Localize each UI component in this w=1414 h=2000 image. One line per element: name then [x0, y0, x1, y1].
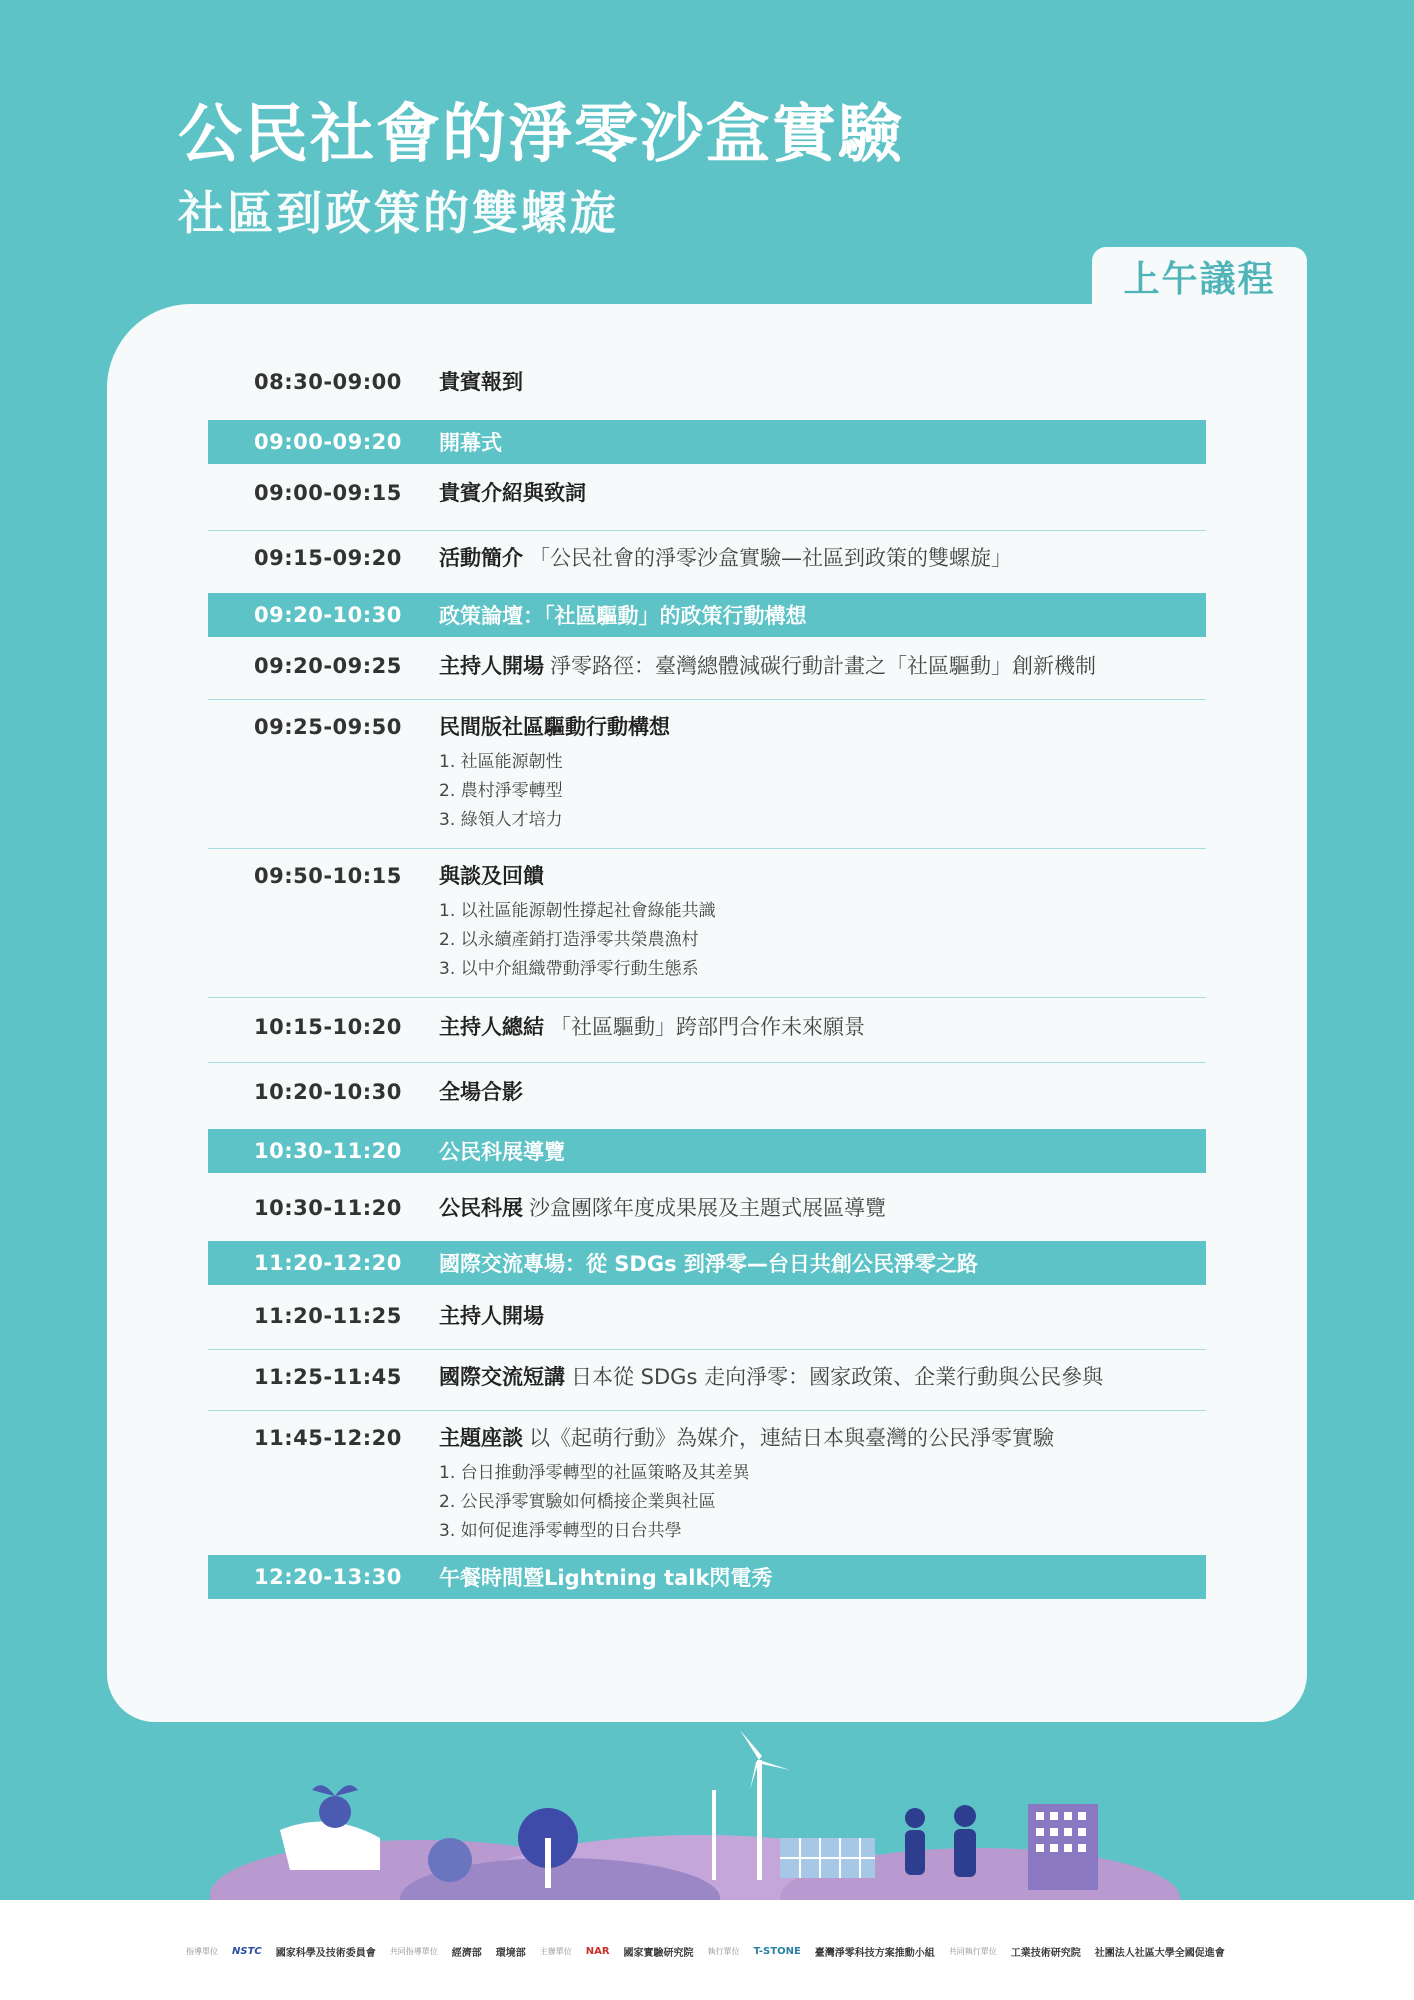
section-label: 公民科展導覽: [439, 1140, 565, 1164]
agenda-row: [208, 700, 1206, 849]
agenda-label: 活動簡介: [439, 546, 523, 570]
sponsor-name: 國家實驗研究院: [623, 1947, 694, 1959]
section-time: 12:20-13:30: [254, 1565, 402, 1589]
sponsor-name: 社團法人社區大學全國促進會: [1094, 1947, 1225, 1959]
agenda-row: [208, 357, 1206, 407]
section-time: 10:30-11:20: [254, 1139, 402, 1163]
agenda-section: [208, 1241, 1206, 1285]
agenda-subitem: 2. 以永續產銷打造淨零共榮農漁村: [439, 930, 699, 950]
sponsor-role: 主辦單位: [539, 1946, 572, 1956]
hand-plant-icon: [280, 1785, 380, 1870]
agenda-desc: 以《起萌行動》為媒介，連結日本與臺灣的公民淨零實驗: [529, 1426, 1054, 1450]
agenda-list: [208, 357, 1206, 1599]
agenda-label: 全場合影: [439, 1080, 523, 1104]
sponsor-name: 國家科學及技術委員會: [275, 1947, 376, 1959]
agenda-desc: 「社區驅動」跨部門合作未來願景: [550, 1015, 865, 1039]
agenda-row: [208, 464, 1206, 531]
sponsor-role: 共同指導單位: [389, 1946, 438, 1956]
agenda-section: [208, 1129, 1206, 1173]
section-time: 11:20-12:20: [254, 1251, 402, 1275]
agenda-time: 10:20-10:30: [254, 1080, 402, 1104]
agenda-section: [208, 593, 1206, 637]
agenda-label: 貴賓報到: [439, 370, 523, 394]
agenda-row: [208, 998, 1206, 1063]
sponsor-role: 共同執行單位: [948, 1946, 997, 1956]
building-icon: [1028, 1804, 1098, 1890]
agenda-label: 民間版社區驅動行動構想: [439, 715, 670, 739]
agenda-time: 10:15-10:20: [254, 1015, 402, 1039]
agenda-time: 08:30-09:00: [254, 370, 402, 394]
section-label: 政策論壇：「社區驅動」的政策行動構想: [439, 604, 807, 628]
morning-agenda-tab: 上午議程: [1092, 247, 1307, 327]
agenda-subitem: 3. 如何促進淨零轉型的日台共學: [439, 1521, 682, 1541]
agenda-label: 貴賓介紹與致詞: [439, 481, 586, 505]
nstc-logo: NSTC: [232, 1945, 262, 1957]
section-label: 國際交流專場：從 SDGs 到淨零—台日共創公民淨零之路: [439, 1252, 978, 1276]
agenda-time: 11:45-12:20: [254, 1426, 402, 1450]
agenda-row: [208, 1063, 1206, 1129]
agenda-time: 09:20-09:25: [254, 654, 402, 678]
agenda-desc: 淨零路徑：臺灣總體減碳行動計畫之「社區驅動」創新機制: [550, 654, 1096, 678]
agenda-row: [208, 1411, 1206, 1555]
agenda-subitem: 1. 以社區能源韌性撐起社會綠能共識: [439, 901, 716, 921]
agenda-row: [208, 1285, 1206, 1350]
sponsor-list: [186, 1940, 1236, 1962]
agenda-subitem: 2. 農村淨零轉型: [439, 781, 563, 801]
agenda-label: 主持人總結: [439, 1015, 544, 1039]
agenda-label: 國際交流短講: [439, 1365, 565, 1389]
sponsor-name: 臺灣淨零科技方案推動小組: [814, 1947, 935, 1959]
agenda-subitem: 1. 台日推動淨零轉型的社區策略及其差異: [439, 1463, 750, 1483]
agenda-row: [208, 531, 1206, 593]
agenda-time: 09:50-10:15: [254, 864, 402, 888]
agenda-section: [208, 420, 1206, 464]
agenda-subitem: 1. 社區能源韌性: [439, 752, 563, 772]
page-subtitle: 社區到政策的雙螺旋: [178, 186, 619, 240]
agenda-time: 09:00-09:15: [254, 481, 402, 505]
agenda-desc: 日本從 SDGs 走向淨零：國家政策、企業行動與公民參與: [571, 1365, 1104, 1389]
agenda-desc: 沙盒團隊年度成果展及主題式展區導覽: [529, 1196, 886, 1220]
page-title: 公民社會的淨零沙盒實驗: [178, 98, 904, 172]
tstone-logo: T-STONE: [753, 1945, 801, 1957]
sponsor-role: 執行單位: [707, 1946, 740, 1956]
agenda-label: 公民科展: [439, 1196, 523, 1220]
sponsor-name: 經濟部: [451, 1947, 482, 1959]
agenda-label: 主持人開場: [439, 1304, 544, 1328]
sponsor-role: 指導單位: [186, 1946, 218, 1956]
agenda-section: [208, 1555, 1206, 1599]
section-label: 午餐時間暨Lightning talk閃電秀: [439, 1566, 773, 1590]
agenda-label: 與談及回饋: [439, 864, 544, 888]
sponsor-name: 工業技術研究院: [1010, 1947, 1081, 1959]
section-label: 開幕式: [439, 431, 502, 455]
agenda-subitem: 2. 公民淨零實驗如何橋接企業與社區: [439, 1492, 716, 1512]
agenda-desc: 「公民社會的淨零沙盒實驗—社區到政策的雙螺旋」: [529, 546, 1012, 570]
agenda-row: [208, 637, 1206, 700]
agenda-row: [208, 849, 1206, 998]
community-illustration: [0, 1720, 1414, 1900]
agenda-time: 11:25-11:45: [254, 1365, 402, 1389]
sponsor-name: 環境部: [495, 1947, 526, 1959]
agenda-time: 11:20-11:25: [254, 1304, 402, 1328]
agenda-row: [208, 1173, 1206, 1241]
agenda-row: [208, 1350, 1206, 1411]
agenda-time: 09:25-09:50: [254, 715, 402, 739]
agenda-time: 10:30-11:20: [254, 1196, 402, 1220]
agenda-label: 主持人開場: [439, 654, 544, 678]
solar-panel-icon: [780, 1838, 875, 1878]
section-time: 09:20-10:30: [254, 603, 402, 627]
agenda-subitem: 3. 以中介組織帶動淨零行動生態系: [439, 959, 699, 979]
agenda-time: 09:15-09:20: [254, 546, 402, 570]
section-time: 09:00-09:20: [254, 430, 402, 454]
agenda-subitem: 3. 綠領人才培力: [439, 810, 563, 830]
agenda-label: 主題座談: [439, 1426, 523, 1450]
narlabs-logo: NAR: [585, 1945, 610, 1957]
